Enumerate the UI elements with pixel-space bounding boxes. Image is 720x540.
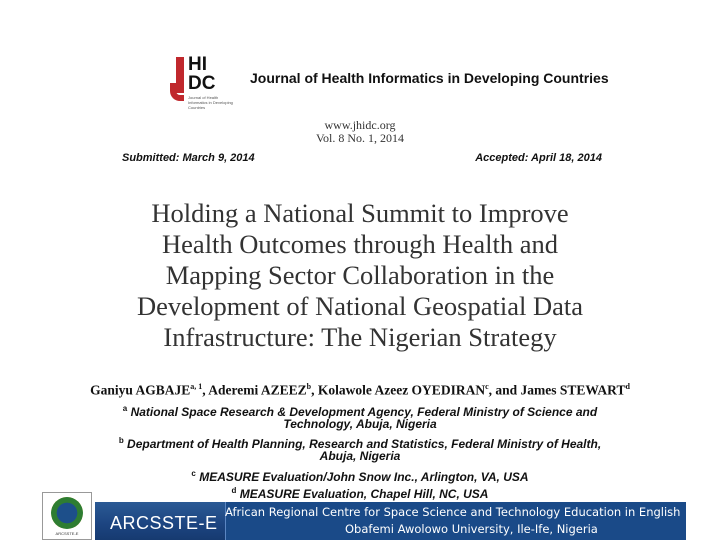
affiliation-sup: b [118, 436, 124, 445]
author-sup: c [485, 382, 489, 391]
title-line: Mapping Sector Collaboration in the [165, 260, 555, 290]
affiliation-sup: d [231, 486, 237, 495]
author-sup: d [625, 382, 630, 391]
author-separator: , [202, 382, 209, 398]
footer-banner [0, 492, 720, 540]
affiliation-sup: a [122, 404, 128, 413]
org-full-name: African Regional Centre for Space Science and Technology Education in English [225, 505, 681, 519]
title-line: Development of National Geospatial Data [137, 291, 583, 321]
title-line: Infrastructure: The Nigerian Strategy [163, 322, 557, 352]
journal-title: Journal of Health Informatics in Developing Countries [250, 70, 609, 86]
author-name: Kolawole Azeez OYEDIRAN [317, 382, 486, 398]
author-name: Aderemi AZEEZ [208, 382, 307, 398]
title-line: Health Outcomes through Health and [162, 229, 558, 259]
org-host-university: Obafemi Awolowo University, Ile-Ife, Nigeria [345, 522, 598, 536]
arcsste-emblem-icon [42, 492, 92, 540]
journal-volume: Vol. 8 No. 1, 2014 [315, 131, 405, 145]
affiliation-sup: c [191, 469, 196, 478]
author-name: James STEWART [520, 382, 626, 398]
logo-j-mark-icon [170, 57, 184, 101]
affiliation-text: Department of Health Planning, Research and Statistics, Federal Ministry of Health, [123, 437, 602, 451]
author-separator: , and [488, 382, 521, 398]
title-line: Holding a National Summit to Improve [151, 198, 569, 228]
author-sup: a, 1 [190, 382, 203, 391]
journal-website: www.jhidc.org [324, 118, 396, 132]
logo-tagline: Journal of Health Informatics in Developing Countries [188, 95, 233, 110]
affiliation-a-cont: Technology, Abuja, Nigeria [283, 417, 437, 431]
author-sup: b [306, 382, 312, 391]
affiliation-c [0, 467, 720, 484]
submitted-date: Submitted: March 9, 2014 [122, 152, 255, 164]
affiliation-text: MEASURE Evaluation, Chapel Hill, NC, USA [236, 487, 489, 501]
author-list [0, 382, 720, 399]
paper-title [60, 198, 660, 353]
author-name: Ganiyu AGBAJE [90, 382, 191, 398]
author-separator: , [311, 382, 318, 398]
accepted-date: Accepted: April 18, 2014 [475, 152, 602, 164]
affiliation-b-cont: Abuja, Nigeria [319, 449, 401, 463]
journal-logo [170, 54, 240, 110]
affiliation-text: MEASURE Evaluation/John Snow Inc., Arlington, VA, USA [195, 470, 529, 484]
org-short-name: ARCSSTE-E [110, 513, 218, 533]
emblem-caption: ARCSSTE-E [55, 531, 79, 536]
org-banner [95, 502, 685, 540]
logo-letters: HI DC [188, 54, 216, 94]
affiliation-text: National Space Research & Development Agency, Federal Ministry of Science and [127, 405, 598, 419]
